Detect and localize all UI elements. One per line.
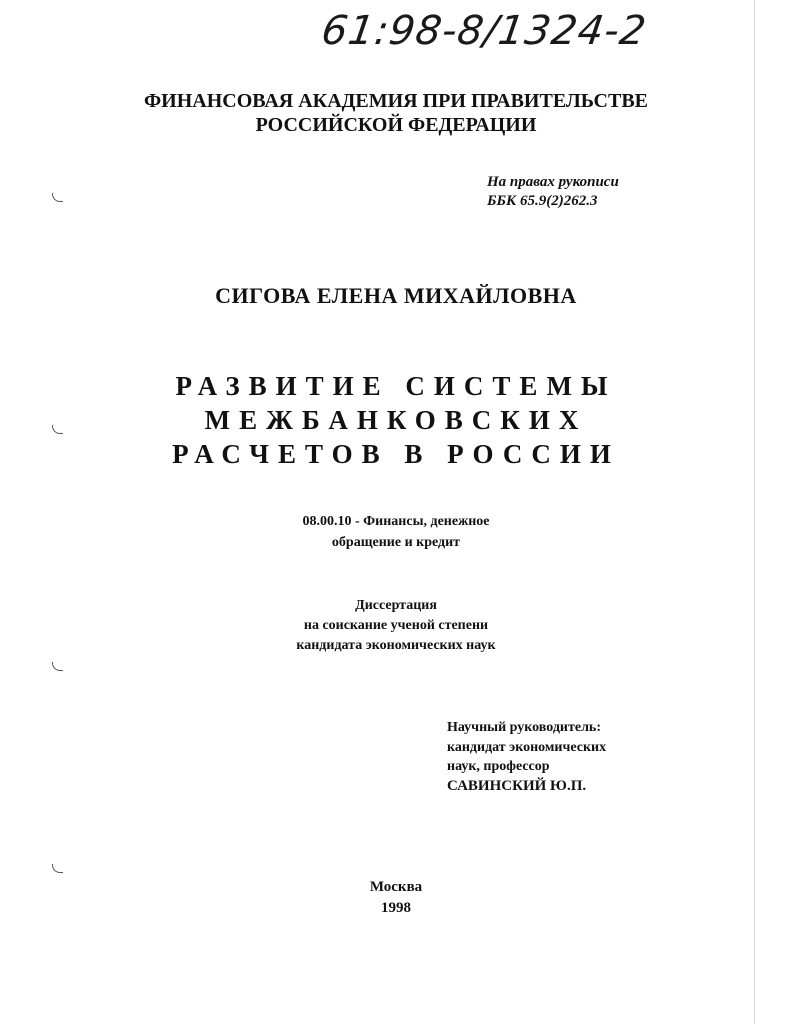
manuscript-rights-note: На правах рукописи <box>487 174 619 190</box>
thesis-title-line3: РАСЧЕТОВ В РОССИИ <box>172 439 620 469</box>
academy-name-line2: РОССИЙСКОЙ ФЕДЕРАЦИИ <box>255 114 537 136</box>
scan-hole-mark <box>52 864 63 873</box>
author-name: СИГОВА ЕЛЕНА МИХАЙЛОВНА <box>215 283 577 308</box>
scan-hole-mark <box>52 662 63 671</box>
thesis-title-line1: РАЗВИТИЕ СИСТЕМЫ <box>175 371 617 401</box>
degree-line1: на соискание ученой степени <box>303 618 489 633</box>
degree-line2: кандидата экономических наук <box>296 638 496 653</box>
specialty-line1: 08.00.10 - Финансы, денежное <box>302 514 490 529</box>
dissertation-label: Диссертация <box>355 598 437 613</box>
bbk-classification: ББК 65.9(2)262.3 <box>487 193 598 209</box>
year: 1998 <box>381 900 411 916</box>
advisor-name: САВИНСКИЙ Ю.П. <box>447 778 587 794</box>
advisor-label: Научный руководитель: <box>447 720 601 735</box>
advisor-degree-line2: наук, профессор <box>447 759 550 774</box>
advisor-degree-line1: кандидат экономических <box>447 740 607 755</box>
academy-name-line1: ФИНАНСОВАЯ АКАДЕМИЯ ПРИ ПРАВИТЕЛЬСТВЕ <box>143 90 648 112</box>
city: Москва <box>369 879 423 895</box>
scan-hole-mark <box>52 193 63 202</box>
thesis-title-line2: МЕЖБАНКОВСКИХ <box>204 405 588 435</box>
specialty-line2: обращение и кредит <box>331 535 461 550</box>
handwritten-catalog-code: 61:98-8/1324-2 <box>318 8 650 54</box>
